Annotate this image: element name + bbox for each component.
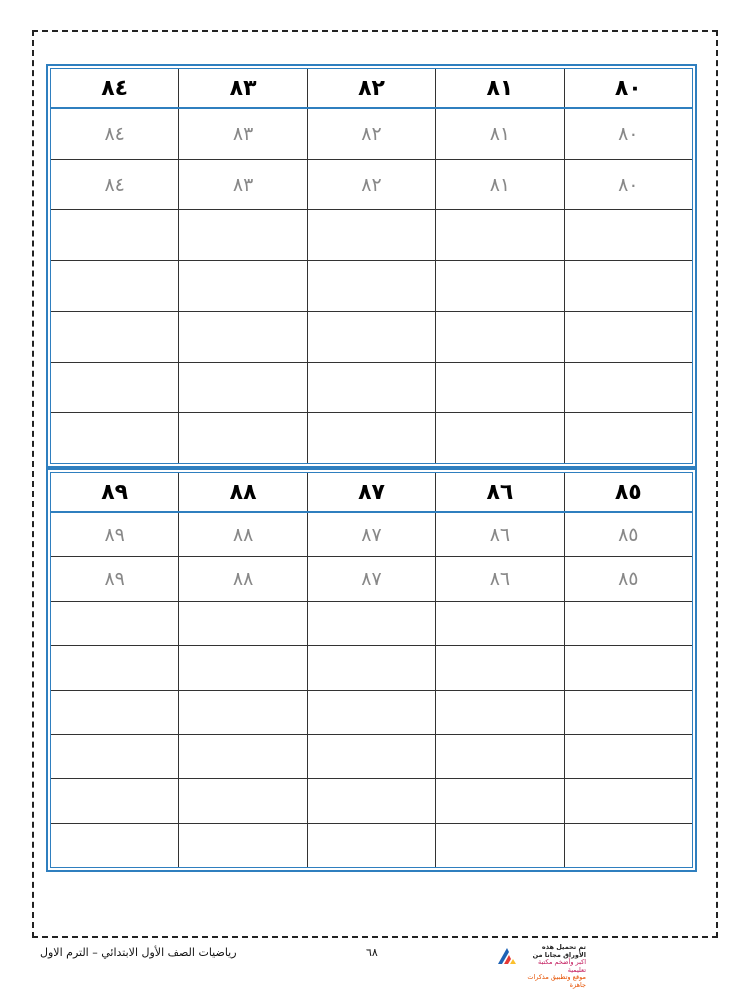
practice-row [51,363,692,414]
header-cell: ٨١ [435,69,563,107]
practice-cell[interactable] [435,261,563,311]
practice-cell[interactable] [435,646,563,689]
practice-row [51,602,692,646]
trace-row [51,160,692,211]
practice-row [51,261,692,312]
trace-cell: ٨٠ [564,109,692,159]
trace-cell: ٨٥ [564,513,692,556]
practice-cell[interactable] [178,413,306,463]
practice-cell[interactable] [51,261,178,311]
trace-cell: ٨١ [435,160,563,210]
header-cell: ٨٣ [178,69,306,107]
practice-cell[interactable] [178,824,306,867]
header-row [51,473,692,513]
header-cell: ٨٩ [101,479,129,505]
practice-cell[interactable] [564,691,692,734]
practice-cell[interactable] [178,602,306,645]
practice-cell[interactable] [51,646,178,689]
practice-cell[interactable] [435,602,563,645]
practice-cell[interactable] [435,363,563,413]
trace-cell: ٨٤ [104,122,125,145]
practice-row [51,312,692,363]
trace-cell: ٨٨ [178,557,306,600]
practice-cell[interactable] [564,735,692,778]
trace-cell: ٨٧ [307,557,435,600]
book-logo-icon [496,946,518,966]
trace-cell: ٨٢ [307,160,435,210]
practice-cell[interactable] [307,691,435,734]
practice-cell[interactable] [51,735,178,778]
practice-cell[interactable] [51,691,178,734]
practice-cell[interactable] [564,363,692,413]
practice-cell[interactable] [307,261,435,311]
practice-cell[interactable] [307,363,435,413]
practice-cell[interactable] [435,210,563,260]
trace-cell: ٨٥ [564,557,692,600]
practice-cell[interactable] [307,824,435,867]
practice-row [51,824,692,867]
logo-line: موقع وتطبيق مذكرات جاهزة [527,973,586,989]
header-cell: ٨٧ [307,473,435,511]
practice-cell[interactable] [307,210,435,260]
trace-row [51,513,692,557]
footer-title: رياضيات الصف الأول الابتدائي – الترم الاول [40,946,237,959]
trace-cell: ٨٨ [178,513,306,556]
trace-cell: ٨٢ [307,109,435,159]
practice-cell[interactable] [564,312,692,362]
practice-cell[interactable] [178,691,306,734]
trace-cell: ٨٩ [104,568,125,591]
practice-cell[interactable] [435,779,563,822]
practice-cell[interactable] [564,413,692,463]
header-cell: ٨٨ [178,473,306,511]
practice-cell[interactable] [564,210,692,260]
header-cell: ٨٠ [564,69,692,107]
trace-cell: ٨٣ [178,109,306,159]
numbers-85-89-table [46,468,697,872]
practice-cell[interactable] [307,602,435,645]
practice-cell[interactable] [178,312,306,362]
practice-cell[interactable] [178,646,306,689]
practice-cell[interactable] [435,312,563,362]
page-number: ٦٨ [366,946,378,959]
practice-row [51,646,692,690]
header-cell: ٨٤ [101,75,129,101]
trace-row [51,109,692,160]
trace-cell: ٨١ [435,109,563,159]
practice-cell[interactable] [564,779,692,822]
practice-cell[interactable] [564,261,692,311]
header-cell: ٨٥ [564,473,692,511]
logo-line: اكبر وأضخم مكتبة تعليمية [537,958,586,974]
practice-cell[interactable] [178,779,306,822]
practice-cell[interactable] [435,824,563,867]
practice-cell[interactable] [307,646,435,689]
practice-cell[interactable] [51,824,178,867]
practice-cell[interactable] [51,210,178,260]
practice-cell[interactable] [307,312,435,362]
practice-cell[interactable] [564,646,692,689]
numbers-80-84-table [46,64,697,468]
logo-line: تم تحميل هذه الأوراق مجانا من [532,943,586,959]
practice-cell[interactable] [178,261,306,311]
practice-cell[interactable] [564,824,692,867]
practice-cell[interactable] [435,413,563,463]
practice-cell[interactable] [51,413,178,463]
practice-cell[interactable] [307,779,435,822]
trace-cell: ٨٤ [104,173,125,196]
header-cell: ٨٦ [435,473,563,511]
practice-cell[interactable] [307,735,435,778]
trace-cell: ٨٦ [435,557,563,600]
practice-row [51,413,692,463]
practice-cell[interactable] [178,210,306,260]
trace-cell: ٨٠ [564,160,692,210]
trace-cell: ٨٩ [104,523,125,546]
practice-cell[interactable] [51,363,178,413]
practice-cell[interactable] [564,602,692,645]
publisher-logo [496,943,656,989]
trace-cell: ٨٦ [435,513,563,556]
practice-row [51,779,692,823]
practice-cell[interactable] [178,363,306,413]
trace-row [51,557,692,601]
practice-cell[interactable] [307,413,435,463]
practice-cell[interactable] [51,312,178,362]
header-row [51,69,692,109]
practice-cell[interactable] [51,602,178,645]
practice-row [51,735,692,779]
practice-row [51,691,692,735]
practice-cell[interactable] [178,735,306,778]
header-cell: ٨٢ [307,69,435,107]
practice-row [51,210,692,261]
trace-cell: ٨٣ [178,160,306,210]
practice-cell[interactable] [435,691,563,734]
practice-cell[interactable] [51,779,178,822]
trace-cell: ٨٧ [307,513,435,556]
practice-cell[interactable] [435,735,563,778]
